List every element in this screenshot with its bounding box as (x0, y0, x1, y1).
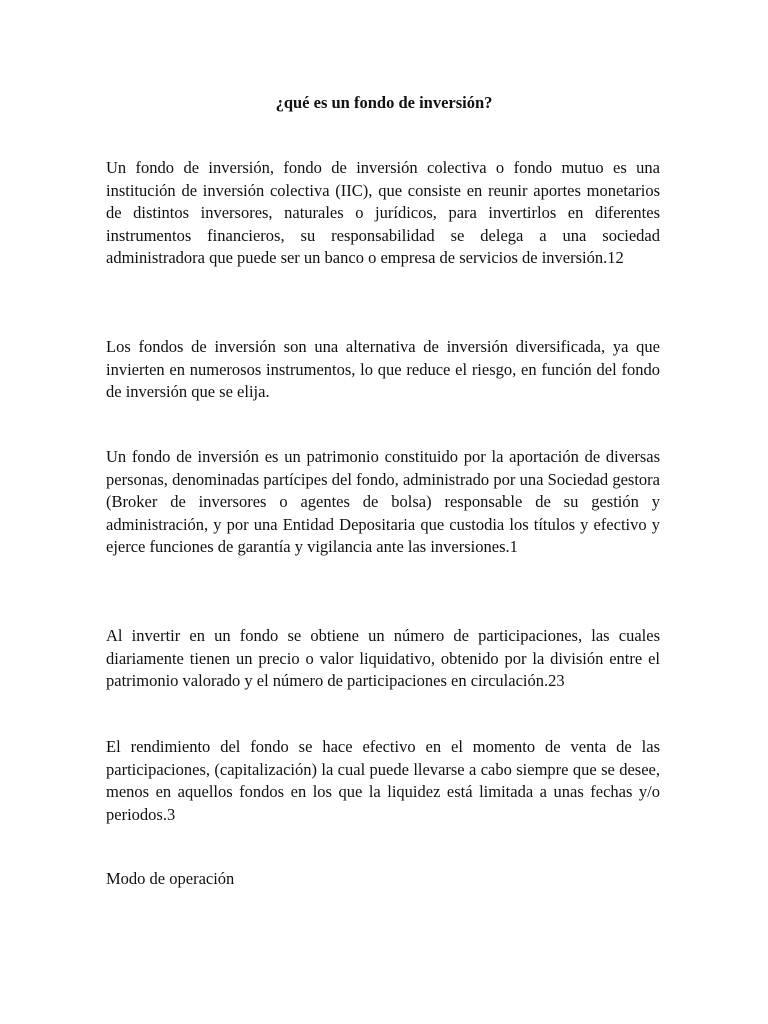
paragraph-patrimony: Un fondo de inversión es un patrimonio constituido por la aportación de diversas personas, denominadas partícipes del fondo, administrado por una Sociedad gestora (Broker de inversores o agentes de bolsa) responsable de su gestión y administración, y por una Entidad Depositaria que custodia los títulos y efectivo y ejerce funciones de garantía y vigilancia ante las inversiones.1 (106, 447, 660, 557)
paragraph-diversification: Los fondos de inversión son una alternativa de inversión diversificada, ya que invierten en numerosos instrumentos, lo que reduce el riesgo, en función del fondo de inversión que se elija. (106, 337, 660, 402)
page-title: ¿qué es un fondo de inversión? (275, 93, 493, 112)
section-heading-modo-de-operacion: Modo de operación (106, 869, 235, 888)
paragraph-participations: Al invertir en un fondo se obtiene un número de participaciones, las cuales diariamente tienen un precio o valor liquidativo, obtenido por la división entre el patrimonio valorado y el número de participaciones en circulación.23 (106, 626, 660, 691)
paragraph-definition: Un fondo de inversión, fondo de inversión colectiva o fondo mutuo es una institución de inversión colectiva (IIC), que consiste en reunir aportes monetarios de distintos inversores, naturales o jurídicos, para invertirlos en diferentes instrumentos financieros, su responsabilidad se delega a una sociedad administradora que puede ser un banco o empresa de servicios de inversión.12 (106, 158, 660, 268)
paragraph-performance: El rendimiento del fondo se hace efectivo en el momento de venta de las participaciones, (capitalización) la cual puede llevarse a cabo siempre que se desee, menos en aquellos fondos en los que la liquidez está limitada a unas fechas y/o periodos.3 (106, 737, 660, 824)
